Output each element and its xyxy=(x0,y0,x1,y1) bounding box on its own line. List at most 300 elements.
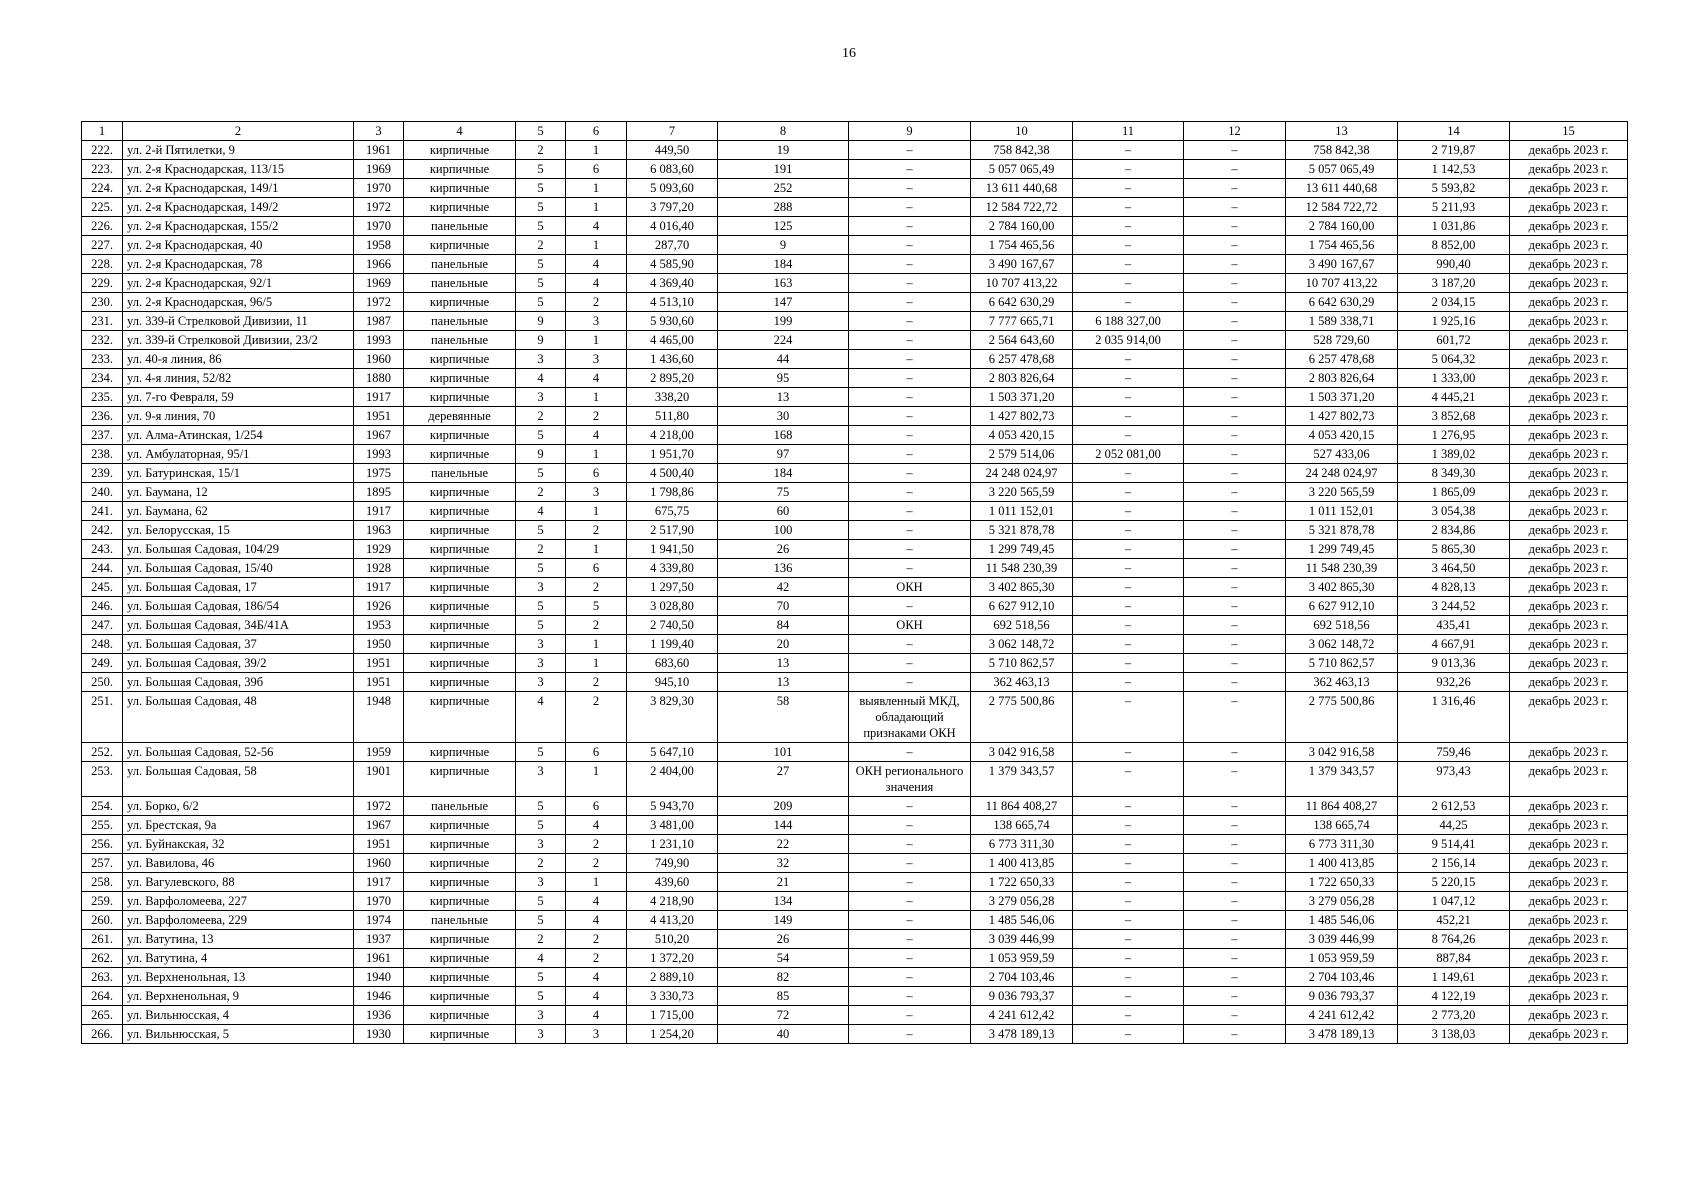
address-cell: ул. Ватутина, 4 xyxy=(123,949,354,968)
row-number-cell: 236. xyxy=(82,407,123,426)
address-cell: ул. Белорусская, 15 xyxy=(123,521,354,540)
floors-cell: 2 xyxy=(516,483,566,502)
total-cost-cell: 3 042 916,58 xyxy=(971,743,1073,762)
row-number-cell: 264. xyxy=(82,987,123,1006)
completion-date-cell: декабрь 2023 г. xyxy=(1510,521,1628,540)
row-number-cell: 266. xyxy=(82,1025,123,1044)
total-area-cell: 683,60 xyxy=(627,654,718,673)
column-header: 5 xyxy=(516,122,566,141)
heritage-status-cell: – xyxy=(849,1025,971,1044)
residents-cell: 100 xyxy=(718,521,849,540)
floors-cell: 9 xyxy=(516,445,566,464)
heritage-status-cell: – xyxy=(849,236,971,255)
column-header: 11 xyxy=(1073,122,1184,141)
column-header: 1 xyxy=(82,122,123,141)
wall-material-cell: кирпичные xyxy=(404,521,516,540)
floors-cell: 5 xyxy=(516,987,566,1006)
entrances-cell: 2 xyxy=(566,835,627,854)
cost-per-sqm-cell: 3 464,50 xyxy=(1398,559,1510,578)
table-row xyxy=(82,350,1628,369)
wall-material-cell: кирпичные xyxy=(404,540,516,559)
table-row xyxy=(82,597,1628,616)
fund-cost-cell: – xyxy=(1073,654,1184,673)
table-row xyxy=(82,445,1628,464)
owner-cost-cell: 2 803 826,64 xyxy=(1286,369,1398,388)
row-number-cell: 250. xyxy=(82,673,123,692)
residents-cell: 149 xyxy=(718,911,849,930)
completion-date-cell: декабрь 2023 г. xyxy=(1510,762,1628,797)
residents-cell: 84 xyxy=(718,616,849,635)
cost-per-sqm-cell: 1 047,12 xyxy=(1398,892,1510,911)
entrances-cell: 1 xyxy=(566,762,627,797)
entrances-cell: 1 xyxy=(566,141,627,160)
floors-cell: 5 xyxy=(516,160,566,179)
entrances-cell: 3 xyxy=(566,483,627,502)
entrances-cell: 4 xyxy=(566,369,627,388)
address-cell: ул. 2-я Краснодарская, 113/15 xyxy=(123,160,354,179)
fund-cost-cell: – xyxy=(1073,616,1184,635)
owner-cost-cell: 1 503 371,20 xyxy=(1286,388,1398,407)
owner-cost-cell: 4 241 612,42 xyxy=(1286,1006,1398,1025)
cost-per-sqm-cell: 9 514,41 xyxy=(1398,835,1510,854)
address-cell: ул. Баумана, 62 xyxy=(123,502,354,521)
year-built-cell: 1901 xyxy=(354,762,404,797)
address-cell: ул. 2-я Краснодарская, 149/1 xyxy=(123,179,354,198)
residents-cell: 19 xyxy=(718,141,849,160)
total-area-cell: 2 517,90 xyxy=(627,521,718,540)
floors-cell: 5 xyxy=(516,911,566,930)
budget-cost-cell: – xyxy=(1184,483,1286,502)
entrances-cell: 1 xyxy=(566,198,627,217)
table-row xyxy=(82,692,1628,743)
budget-cost-cell: – xyxy=(1184,578,1286,597)
floors-cell: 5 xyxy=(516,892,566,911)
entrances-cell: 6 xyxy=(566,160,627,179)
budget-cost-cell: – xyxy=(1184,1025,1286,1044)
total-area-cell: 945,10 xyxy=(627,673,718,692)
address-cell: ул. Большая Садовая, 34Б/41А xyxy=(123,616,354,635)
completion-date-cell: декабрь 2023 г. xyxy=(1510,388,1628,407)
table-row xyxy=(82,816,1628,835)
year-built-cell: 1972 xyxy=(354,198,404,217)
floors-cell: 4 xyxy=(516,949,566,968)
table-row xyxy=(82,388,1628,407)
row-number-cell: 244. xyxy=(82,559,123,578)
address-cell: ул. 2-я Краснодарская, 155/2 xyxy=(123,217,354,236)
total-area-cell: 5 093,60 xyxy=(627,179,718,198)
owner-cost-cell: 6 627 912,10 xyxy=(1286,597,1398,616)
year-built-cell: 1963 xyxy=(354,521,404,540)
row-number-cell: 227. xyxy=(82,236,123,255)
total-cost-cell: 1 400 413,85 xyxy=(971,854,1073,873)
year-built-cell: 1940 xyxy=(354,968,404,987)
completion-date-cell: декабрь 2023 г. xyxy=(1510,293,1628,312)
fund-cost-cell: – xyxy=(1073,179,1184,198)
wall-material-cell: кирпичные xyxy=(404,578,516,597)
row-number-cell: 260. xyxy=(82,911,123,930)
floors-cell: 3 xyxy=(516,835,566,854)
row-number-cell: 257. xyxy=(82,854,123,873)
total-area-cell: 1 297,50 xyxy=(627,578,718,597)
fund-cost-cell: – xyxy=(1073,407,1184,426)
completion-date-cell: декабрь 2023 г. xyxy=(1510,892,1628,911)
total-cost-cell: 1 299 749,45 xyxy=(971,540,1073,559)
address-cell: ул. 2-я Краснодарская, 40 xyxy=(123,236,354,255)
year-built-cell: 1951 xyxy=(354,835,404,854)
total-area-cell: 287,70 xyxy=(627,236,718,255)
residents-cell: 136 xyxy=(718,559,849,578)
completion-date-cell: декабрь 2023 г. xyxy=(1510,987,1628,1006)
cost-per-sqm-cell: 5 211,93 xyxy=(1398,198,1510,217)
total-cost-cell: 1 011 152,01 xyxy=(971,502,1073,521)
residents-cell: 75 xyxy=(718,483,849,502)
cost-per-sqm-cell: 44,25 xyxy=(1398,816,1510,835)
entrances-cell: 1 xyxy=(566,654,627,673)
cost-per-sqm-cell: 5 593,82 xyxy=(1398,179,1510,198)
budget-cost-cell: – xyxy=(1184,255,1286,274)
completion-date-cell: декабрь 2023 г. xyxy=(1510,968,1628,987)
year-built-cell: 1961 xyxy=(354,949,404,968)
total-area-cell: 439,60 xyxy=(627,873,718,892)
row-number-cell: 229. xyxy=(82,274,123,293)
wall-material-cell: кирпичные xyxy=(404,369,516,388)
total-area-cell: 3 330,73 xyxy=(627,987,718,1006)
residents-cell: 134 xyxy=(718,892,849,911)
budget-cost-cell: – xyxy=(1184,854,1286,873)
owner-cost-cell: 758 842,38 xyxy=(1286,141,1398,160)
cost-per-sqm-cell: 2 719,87 xyxy=(1398,141,1510,160)
budget-cost-cell: – xyxy=(1184,312,1286,331)
completion-date-cell: декабрь 2023 г. xyxy=(1510,312,1628,331)
row-number-cell: 234. xyxy=(82,369,123,388)
cost-per-sqm-cell: 2 156,14 xyxy=(1398,854,1510,873)
owner-cost-cell: 528 729,60 xyxy=(1286,331,1398,350)
cost-per-sqm-cell: 2 834,86 xyxy=(1398,521,1510,540)
residents-cell: 144 xyxy=(718,816,849,835)
budget-cost-cell: – xyxy=(1184,949,1286,968)
year-built-cell: 1960 xyxy=(354,854,404,873)
fund-cost-cell: 6 188 327,00 xyxy=(1073,312,1184,331)
entrances-cell: 4 xyxy=(566,274,627,293)
residents-cell: 13 xyxy=(718,673,849,692)
total-area-cell: 3 829,30 xyxy=(627,692,718,743)
budget-cost-cell: – xyxy=(1184,892,1286,911)
address-cell: ул. Батуринская, 15/1 xyxy=(123,464,354,483)
owner-cost-cell: 3 279 056,28 xyxy=(1286,892,1398,911)
total-area-cell: 510,20 xyxy=(627,930,718,949)
fund-cost-cell: – xyxy=(1073,141,1184,160)
floors-cell: 5 xyxy=(516,743,566,762)
table-row xyxy=(82,274,1628,293)
owner-cost-cell: 2 784 160,00 xyxy=(1286,217,1398,236)
cost-per-sqm-cell: 759,46 xyxy=(1398,743,1510,762)
total-area-cell: 1 372,20 xyxy=(627,949,718,968)
column-header: 9 xyxy=(849,122,971,141)
table-row xyxy=(82,987,1628,1006)
residents-cell: 101 xyxy=(718,743,849,762)
completion-date-cell: декабрь 2023 г. xyxy=(1510,911,1628,930)
fund-cost-cell: – xyxy=(1073,949,1184,968)
cost-per-sqm-cell: 5 220,15 xyxy=(1398,873,1510,892)
residents-cell: 27 xyxy=(718,762,849,797)
total-cost-cell: 1 053 959,59 xyxy=(971,949,1073,968)
budget-cost-cell: – xyxy=(1184,654,1286,673)
wall-material-cell: кирпичные xyxy=(404,350,516,369)
table-row xyxy=(82,141,1628,160)
completion-date-cell: декабрь 2023 г. xyxy=(1510,350,1628,369)
cost-per-sqm-cell: 3 054,38 xyxy=(1398,502,1510,521)
row-number-cell: 235. xyxy=(82,388,123,407)
heritage-status-cell: ОКН xyxy=(849,616,971,635)
budget-cost-cell: – xyxy=(1184,350,1286,369)
table-row xyxy=(82,743,1628,762)
wall-material-cell: кирпичные xyxy=(404,635,516,654)
heritage-status-cell: – xyxy=(849,559,971,578)
table-row xyxy=(82,949,1628,968)
residents-cell: 30 xyxy=(718,407,849,426)
wall-material-cell: кирпичные xyxy=(404,835,516,854)
entrances-cell: 1 xyxy=(566,445,627,464)
address-cell: ул. Верхненольная, 9 xyxy=(123,987,354,1006)
budget-cost-cell: – xyxy=(1184,930,1286,949)
total-cost-cell: 1 754 465,56 xyxy=(971,236,1073,255)
entrances-cell: 2 xyxy=(566,293,627,312)
address-cell: ул. Большая Садовая, 39/2 xyxy=(123,654,354,673)
fund-cost-cell: – xyxy=(1073,673,1184,692)
owner-cost-cell: 13 611 440,68 xyxy=(1286,179,1398,198)
row-number-cell: 233. xyxy=(82,350,123,369)
owner-cost-cell: 692 518,56 xyxy=(1286,616,1398,635)
cost-per-sqm-cell: 4 828,13 xyxy=(1398,578,1510,597)
heritage-status-cell: – xyxy=(849,816,971,835)
floors-cell: 2 xyxy=(516,930,566,949)
budget-cost-cell: – xyxy=(1184,692,1286,743)
owner-cost-cell: 138 665,74 xyxy=(1286,816,1398,835)
residents-cell: 22 xyxy=(718,835,849,854)
heritage-status-cell: – xyxy=(849,1006,971,1025)
wall-material-cell: кирпичные xyxy=(404,559,516,578)
cost-per-sqm-cell: 5 064,32 xyxy=(1398,350,1510,369)
completion-date-cell: декабрь 2023 г. xyxy=(1510,930,1628,949)
budget-cost-cell: – xyxy=(1184,464,1286,483)
address-cell: ул. Вагулевского, 88 xyxy=(123,873,354,892)
heritage-status-cell: – xyxy=(849,483,971,502)
wall-material-cell: кирпичные xyxy=(404,654,516,673)
address-cell: ул. 2-я Краснодарская, 78 xyxy=(123,255,354,274)
entrances-cell: 4 xyxy=(566,816,627,835)
table-row xyxy=(82,1025,1628,1044)
wall-material-cell: кирпичные xyxy=(404,762,516,797)
entrances-cell: 4 xyxy=(566,892,627,911)
year-built-cell: 1951 xyxy=(354,407,404,426)
row-number-cell: 225. xyxy=(82,198,123,217)
budget-cost-cell: – xyxy=(1184,911,1286,930)
budget-cost-cell: – xyxy=(1184,331,1286,350)
total-area-cell: 338,20 xyxy=(627,388,718,407)
entrances-cell: 4 xyxy=(566,217,627,236)
total-cost-cell: 6 627 912,10 xyxy=(971,597,1073,616)
year-built-cell: 1970 xyxy=(354,892,404,911)
entrances-cell: 2 xyxy=(566,521,627,540)
row-number-cell: 228. xyxy=(82,255,123,274)
residents-cell: 95 xyxy=(718,369,849,388)
table-row xyxy=(82,217,1628,236)
year-built-cell: 1993 xyxy=(354,445,404,464)
table-row xyxy=(82,160,1628,179)
total-cost-cell: 6 642 630,29 xyxy=(971,293,1073,312)
cost-per-sqm-cell: 2 034,15 xyxy=(1398,293,1510,312)
total-area-cell: 4 513,10 xyxy=(627,293,718,312)
wall-material-cell: кирпичные xyxy=(404,949,516,968)
fund-cost-cell: – xyxy=(1073,236,1184,255)
residents-cell: 9 xyxy=(718,236,849,255)
total-area-cell: 1 941,50 xyxy=(627,540,718,559)
budget-cost-cell: – xyxy=(1184,873,1286,892)
heritage-status-cell: – xyxy=(849,854,971,873)
floors-cell: 5 xyxy=(516,293,566,312)
total-cost-cell: 138 665,74 xyxy=(971,816,1073,835)
year-built-cell: 1970 xyxy=(354,217,404,236)
cost-per-sqm-cell: 1 276,95 xyxy=(1398,426,1510,445)
table-row xyxy=(82,179,1628,198)
floors-cell: 5 xyxy=(516,616,566,635)
table-row xyxy=(82,540,1628,559)
total-area-cell: 6 083,60 xyxy=(627,160,718,179)
year-built-cell: 1951 xyxy=(354,654,404,673)
total-cost-cell: 2 564 643,60 xyxy=(971,331,1073,350)
owner-cost-cell: 527 433,06 xyxy=(1286,445,1398,464)
completion-date-cell: декабрь 2023 г. xyxy=(1510,616,1628,635)
fund-cost-cell: – xyxy=(1073,987,1184,1006)
row-number-cell: 245. xyxy=(82,578,123,597)
total-area-cell: 675,75 xyxy=(627,502,718,521)
total-cost-cell: 9 036 793,37 xyxy=(971,987,1073,1006)
cost-per-sqm-cell: 1 031,86 xyxy=(1398,217,1510,236)
completion-date-cell: декабрь 2023 г. xyxy=(1510,274,1628,293)
residents-cell: 13 xyxy=(718,388,849,407)
row-number-cell: 256. xyxy=(82,835,123,854)
column-header: 2 xyxy=(123,122,354,141)
completion-date-cell: декабрь 2023 г. xyxy=(1510,540,1628,559)
floors-cell: 3 xyxy=(516,1025,566,1044)
row-number-cell: 223. xyxy=(82,160,123,179)
heritage-status-cell: – xyxy=(849,407,971,426)
table-row xyxy=(82,1006,1628,1025)
year-built-cell: 1917 xyxy=(354,388,404,407)
owner-cost-cell: 6 642 630,29 xyxy=(1286,293,1398,312)
completion-date-cell: декабрь 2023 г. xyxy=(1510,483,1628,502)
residents-cell: 288 xyxy=(718,198,849,217)
year-built-cell: 1958 xyxy=(354,236,404,255)
address-cell: ул. 339-й Стрелковой Дивизии, 11 xyxy=(123,312,354,331)
budget-cost-cell: – xyxy=(1184,407,1286,426)
cost-per-sqm-cell: 3 852,68 xyxy=(1398,407,1510,426)
year-built-cell: 1975 xyxy=(354,464,404,483)
heritage-status-cell: – xyxy=(849,521,971,540)
year-built-cell: 1972 xyxy=(354,293,404,312)
address-cell: ул. Большая Садовая, 58 xyxy=(123,762,354,797)
cost-per-sqm-cell: 9 013,36 xyxy=(1398,654,1510,673)
entrances-cell: 5 xyxy=(566,597,627,616)
budget-cost-cell: – xyxy=(1184,521,1286,540)
wall-material-cell: кирпичные xyxy=(404,743,516,762)
total-area-cell: 5 647,10 xyxy=(627,743,718,762)
address-cell: ул. 2-я Краснодарская, 92/1 xyxy=(123,274,354,293)
entrances-cell: 4 xyxy=(566,987,627,1006)
year-built-cell: 1917 xyxy=(354,502,404,521)
budget-cost-cell: – xyxy=(1184,816,1286,835)
floors-cell: 3 xyxy=(516,762,566,797)
completion-date-cell: декабрь 2023 г. xyxy=(1510,873,1628,892)
column-header: 8 xyxy=(718,122,849,141)
year-built-cell: 1929 xyxy=(354,540,404,559)
entrances-cell: 6 xyxy=(566,464,627,483)
heritage-status-cell: – xyxy=(849,743,971,762)
residents-cell: 32 xyxy=(718,854,849,873)
table-row xyxy=(82,293,1628,312)
owner-cost-cell: 3 490 167,67 xyxy=(1286,255,1398,274)
entrances-cell: 4 xyxy=(566,1006,627,1025)
completion-date-cell: декабрь 2023 г. xyxy=(1510,179,1628,198)
residents-cell: 125 xyxy=(718,217,849,236)
budget-cost-cell: – xyxy=(1184,762,1286,797)
cost-per-sqm-cell: 4 667,91 xyxy=(1398,635,1510,654)
residents-cell: 40 xyxy=(718,1025,849,1044)
total-cost-cell: 5 710 862,57 xyxy=(971,654,1073,673)
budget-cost-cell: – xyxy=(1184,597,1286,616)
owner-cost-cell: 10 707 413,22 xyxy=(1286,274,1398,293)
fund-cost-cell: – xyxy=(1073,293,1184,312)
address-cell: ул. Большая Садовая, 17 xyxy=(123,578,354,597)
heritage-status-cell: – xyxy=(849,930,971,949)
fund-cost-cell: – xyxy=(1073,217,1184,236)
cost-per-sqm-cell: 1 142,53 xyxy=(1398,160,1510,179)
fund-cost-cell: – xyxy=(1073,930,1184,949)
heritage-status-cell: ОКН xyxy=(849,578,971,597)
fund-cost-cell: 2 035 914,00 xyxy=(1073,331,1184,350)
budget-cost-cell: – xyxy=(1184,217,1286,236)
floors-cell: 2 xyxy=(516,854,566,873)
address-cell: ул. 339-й Стрелковой Дивизии, 23/2 xyxy=(123,331,354,350)
budget-cost-cell: – xyxy=(1184,1006,1286,1025)
cost-per-sqm-cell: 4 122,19 xyxy=(1398,987,1510,1006)
year-built-cell: 1974 xyxy=(354,911,404,930)
heritage-status-cell: – xyxy=(849,388,971,407)
table-row xyxy=(82,930,1628,949)
row-number-cell: 248. xyxy=(82,635,123,654)
wall-material-cell: кирпичные xyxy=(404,816,516,835)
owner-cost-cell: 362 463,13 xyxy=(1286,673,1398,692)
cost-per-sqm-cell: 2 612,53 xyxy=(1398,797,1510,816)
year-built-cell: 1967 xyxy=(354,426,404,445)
completion-date-cell: декабрь 2023 г. xyxy=(1510,654,1628,673)
budget-cost-cell: – xyxy=(1184,797,1286,816)
completion-date-cell: декабрь 2023 г. xyxy=(1510,255,1628,274)
total-cost-cell: 1 485 546,06 xyxy=(971,911,1073,930)
total-area-cell: 3 481,00 xyxy=(627,816,718,835)
total-cost-cell: 7 777 665,71 xyxy=(971,312,1073,331)
address-cell: ул. Большая Садовая, 52-56 xyxy=(123,743,354,762)
completion-date-cell: декабрь 2023 г. xyxy=(1510,835,1628,854)
fund-cost-cell: – xyxy=(1073,835,1184,854)
table-row xyxy=(82,369,1628,388)
entrances-cell: 1 xyxy=(566,502,627,521)
heritage-status-cell: – xyxy=(849,892,971,911)
total-cost-cell: 3 478 189,13 xyxy=(971,1025,1073,1044)
heritage-status-cell: – xyxy=(849,255,971,274)
wall-material-cell: панельные xyxy=(404,255,516,274)
residents-cell: 184 xyxy=(718,255,849,274)
